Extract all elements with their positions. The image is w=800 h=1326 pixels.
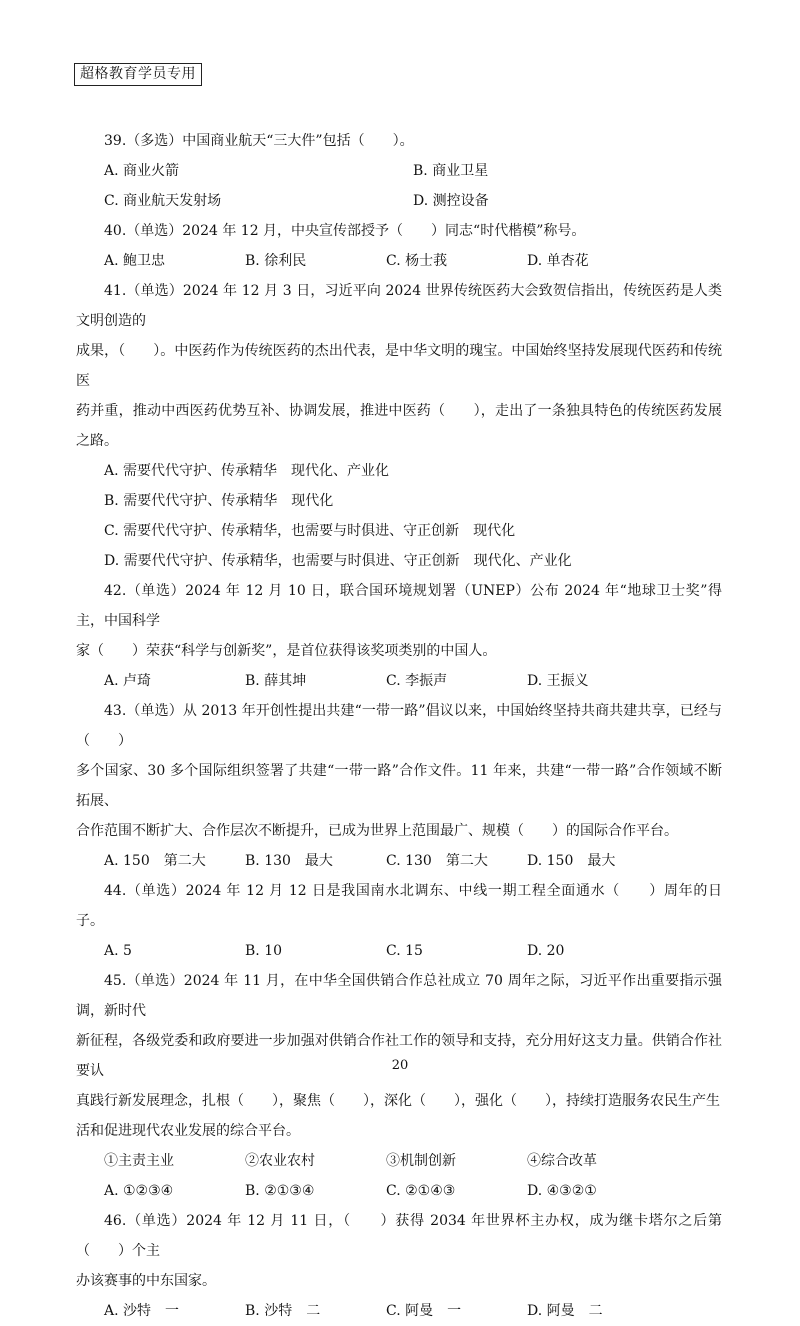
option-b: B. 薛其坤 — [245, 673, 307, 689]
question-45-line: 45.（单选）2024 年 11 月，在中华全国供销合作总社成立 70 周年之际，习近平作出重要指示强调，新时代 — [76, 973, 722, 1019]
option-d: D. 单杏花 — [527, 253, 589, 269]
question-41-line: 药并重，推动中西医药优势互补、协调发展，推进中医药（ ），走出了一条独具特色的传统医药发展之路。 — [76, 403, 722, 449]
item-4: ④综合改革 — [527, 1153, 597, 1169]
option-d: D. 需要代代守护、传承精华，也需要与时俱进、守正创新 现代化、产业化 — [104, 553, 572, 569]
question-39-options-2 — [76, 186, 722, 216]
question-40-options — [76, 246, 722, 276]
option-b: B. 10 — [245, 943, 283, 959]
question-43-line: 合作范围不断扩大、合作层次不断提升，已成为世界上范围最广、规模（ ）的国际合作平台。 — [76, 823, 678, 839]
option-a: A. 卢琦 — [104, 673, 152, 689]
question-41-line: 成果，（ ）。中医药作为传统医药的杰出代表，是中华文明的瑰宝。中国始终坚持发展现代医药和传统医 — [76, 343, 722, 389]
question-42-options — [76, 666, 722, 696]
option-c: C. ②①④③ — [386, 1183, 456, 1199]
question-39: 39.（多选）中国商业航天“三大件”包括（ ）。 — [104, 133, 414, 149]
question-46-line: 46.（单选）2024 年 12 月 11 日，（ ）获得 2034 年世界杯主办权，成为继卡塔尔之后第（ ）个主 — [76, 1213, 722, 1259]
option-b: B. 需要代代守护、传承精华 现代化 — [104, 493, 334, 509]
option-c: C. 130 第二大 — [386, 853, 488, 869]
question-45-items — [76, 1146, 722, 1176]
question-45-line: 新征程，各级党委和政府要进一步加强对供销合作社工作的领导和支持，充分用好这支力量。供销合作社要认 — [76, 1033, 722, 1079]
question-39-options — [76, 156, 722, 186]
option-c: C. 杨士莪 — [386, 253, 448, 269]
option-b: B. 商业卫星 — [413, 163, 489, 179]
option-a: A. 5 — [104, 943, 132, 959]
option-d: D. 150 最大 — [527, 853, 616, 869]
option-d: D. 20 — [527, 943, 565, 959]
question-45-line: 活和促进现代农业发展的综合平台。 — [76, 1123, 300, 1139]
option-a: A. 需要代代守护、传承精华 现代化、产业化 — [104, 463, 390, 479]
question-44-options — [76, 936, 722, 966]
option-b: B. 徐利民 — [245, 253, 307, 269]
option-b: B. 130 最大 — [245, 853, 333, 869]
option-d: D. 测控设备 — [413, 193, 489, 209]
question-41 — [76, 276, 722, 456]
question-46-line: 办该赛事的中东国家。 — [76, 1273, 216, 1289]
option-a: A. 150 第二大 — [104, 853, 206, 869]
option-a: A. 沙特 一 — [104, 1303, 180, 1319]
option-c: C. 李振声 — [386, 673, 448, 689]
option-c: C. 阿曼 一 — [386, 1303, 462, 1319]
question-43-line: 43.（单选）从 2013 年开创性提出共建“一带一路”倡议以来，中国始终坚持共商共建共享，已经与（ ） — [76, 703, 722, 749]
page-number: 20 — [391, 1058, 409, 1073]
option-a: A. 商业火箭 — [104, 163, 180, 179]
option-a: A. ①②③④ — [104, 1183, 174, 1199]
question-45 — [76, 966, 722, 1146]
option-c: C. 需要代代守护、传承精华，也需要与时俱进、守正创新 现代化 — [104, 523, 516, 539]
option-c: C. 商业航天发射场 — [104, 193, 222, 209]
option-b: B. ②①③④ — [245, 1183, 315, 1199]
option-d: D. ④③②① — [527, 1183, 597, 1199]
header-label: 超格教育学员专用 — [74, 63, 202, 86]
question-42-line: 家（ ）荣获“科学与创新奖”，是首位获得该奖项类别的中国人。 — [76, 643, 497, 659]
option-d: D. 阿曼 二 — [527, 1303, 603, 1319]
question-list — [76, 126, 722, 1326]
option-d: D. 王振义 — [527, 673, 589, 689]
option-b: B. 沙特 二 — [245, 1303, 321, 1319]
question-43-line: 多个国家、30 多个国际组织签署了共建“一带一路”合作文件。11 年来，共建“一带一路”合作领域不断拓展、 — [76, 763, 722, 809]
question-46-options — [76, 1296, 722, 1326]
question-41-line: 41.（单选）2024 年 12 月 3 日，习近平向 2024 世界传统医药大会致贺信指出，传统医药是人类文明创造的 — [76, 283, 722, 329]
question-42 — [76, 576, 722, 666]
question-43 — [76, 696, 722, 846]
option-a: A. 鲍卫忠 — [104, 253, 166, 269]
question-43-options — [76, 846, 722, 876]
question-40: 40.（单选）2024 年 12 月，中央宣传部授予（ ）同志“时代楷模”称号。 — [104, 223, 586, 239]
question-46 — [76, 1206, 722, 1296]
question-45-line: 真践行新发展理念，扎根（ ），聚焦（ ），深化（ ），强化（ ），持续打造服务农民生产生 — [76, 1093, 720, 1109]
question-45-options — [76, 1176, 722, 1206]
question-42-line: 42.（单选）2024 年 12 月 10 日，联合国环境规划署（UNEP）公布 2024 年“地球卫士奖”得主，中国科学 — [76, 583, 722, 629]
item-3: ③机制创新 — [386, 1153, 456, 1169]
question-44: 44.（单选）2024 年 12 月 12 日是我国南水北调东、中线一期工程全面通水（ ）周年的日子。 — [76, 883, 722, 929]
option-c: C. 15 — [386, 943, 423, 959]
item-2: ②农业农村 — [245, 1153, 315, 1169]
item-1: ①主责主业 — [104, 1153, 174, 1169]
